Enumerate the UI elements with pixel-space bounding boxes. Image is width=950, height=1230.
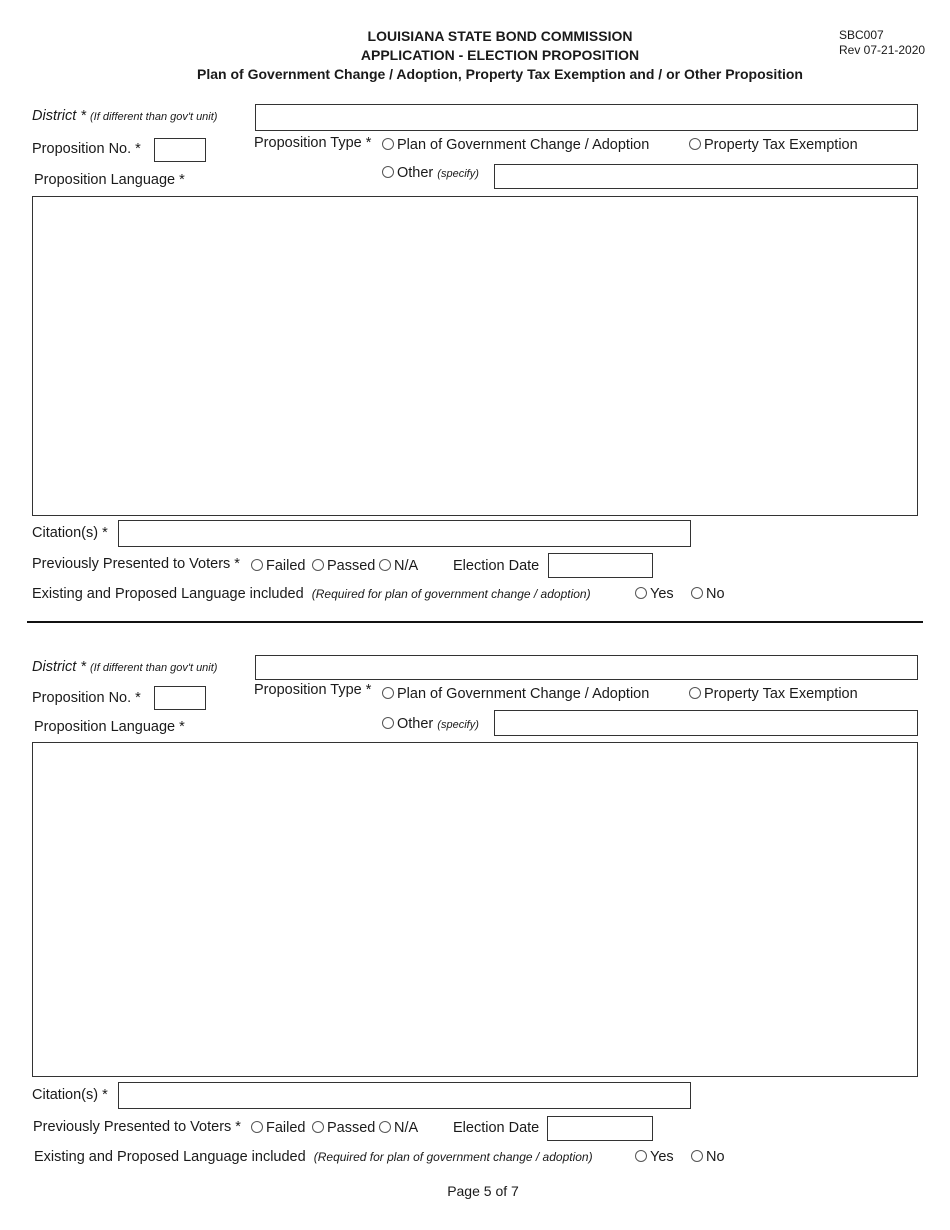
- radio-circle-icon[interactable]: [689, 687, 701, 699]
- proposition-language-textarea[interactable]: [32, 742, 918, 1077]
- page-number: Page 5 of 7: [447, 1183, 519, 1199]
- radio-circle-icon[interactable]: [379, 559, 391, 571]
- radio-passed[interactable]: Passed: [312, 558, 375, 574]
- radio-circle-icon[interactable]: [689, 138, 701, 150]
- radio-property-tax-exemption[interactable]: Property Tax Exemption: [689, 686, 858, 702]
- radio-yes[interactable]: Yes: [635, 1149, 674, 1165]
- form-code: SBC007: [839, 28, 884, 42]
- form-subtitle: APPLICATION - ELECTION PROPOSITION: [360, 47, 640, 63]
- radio-other[interactable]: Other (specify): [382, 165, 479, 181]
- citation-label: Citation(s) *: [32, 1087, 108, 1103]
- previously-presented-label: Previously Presented to Voters *: [32, 556, 240, 572]
- proposition-no-input[interactable]: [154, 138, 206, 162]
- radio-plan-of-government[interactable]: Plan of Government Change / Adoption: [382, 137, 649, 153]
- citation-label: Citation(s) *: [32, 525, 108, 541]
- other-specify-input[interactable]: [494, 710, 918, 736]
- radio-circle-icon[interactable]: [691, 587, 703, 599]
- radio-no[interactable]: No: [691, 586, 725, 602]
- other-specify-input[interactable]: [494, 164, 918, 189]
- radio-circle-icon[interactable]: [312, 1121, 324, 1133]
- radio-circle-icon[interactable]: [635, 587, 647, 599]
- form-revision: Rev 07-21-2020: [839, 43, 926, 57]
- existing-language-label: Existing and Proposed Language included (Required for plan of government change / adoption): [34, 1149, 593, 1165]
- radio-circle-icon[interactable]: [251, 1121, 263, 1133]
- proposition-language-textarea[interactable]: [32, 196, 918, 516]
- existing-language-label: Existing and Proposed Language included (Required for plan of government change / adoption): [32, 586, 591, 602]
- proposition-type-label: Proposition Type *: [254, 682, 372, 698]
- radio-circle-icon[interactable]: [312, 559, 324, 571]
- radio-na[interactable]: N/A: [379, 1120, 418, 1136]
- election-date-label: Election Date: [453, 558, 540, 574]
- district-label: District * (If different than gov't unit): [32, 108, 218, 124]
- previously-presented-label: Previously Presented to Voters *: [33, 1119, 241, 1135]
- radio-circle-icon[interactable]: [251, 559, 263, 571]
- proposition-no-label: Proposition No. *: [32, 141, 141, 157]
- radio-na[interactable]: N/A: [379, 558, 418, 574]
- district-input[interactable]: [255, 655, 918, 680]
- radio-passed[interactable]: Passed: [312, 1120, 375, 1136]
- citation-input[interactable]: [118, 1082, 691, 1109]
- citation-input[interactable]: [118, 520, 691, 547]
- election-date-input[interactable]: [547, 1116, 653, 1141]
- district-label: District * (If different than gov't unit): [32, 659, 218, 675]
- election-date-input[interactable]: [548, 553, 653, 578]
- form-title: LOUISIANA STATE BOND COMMISSION: [367, 28, 633, 44]
- radio-yes[interactable]: Yes: [635, 586, 674, 602]
- radio-circle-icon[interactable]: [691, 1150, 703, 1162]
- proposition-no-input[interactable]: [154, 686, 206, 710]
- form-description: Plan of Government Change / Adoption, Property Tax Exemption and / or Other Proposition: [197, 66, 803, 82]
- district-input[interactable]: [255, 104, 918, 131]
- proposition-language-label: Proposition Language *: [34, 172, 185, 188]
- radio-circle-icon[interactable]: [382, 138, 394, 150]
- radio-failed[interactable]: Failed: [251, 558, 306, 574]
- proposition-type-label: Proposition Type *: [254, 135, 372, 151]
- radio-plan-of-government[interactable]: Plan of Government Change / Adoption: [382, 686, 649, 702]
- radio-circle-icon[interactable]: [635, 1150, 647, 1162]
- section-divider: [27, 621, 923, 623]
- radio-circle-icon[interactable]: [379, 1121, 391, 1133]
- radio-circle-icon[interactable]: [382, 687, 394, 699]
- proposition-no-label: Proposition No. *: [32, 690, 141, 706]
- radio-circle-icon[interactable]: [382, 717, 394, 729]
- radio-no[interactable]: No: [691, 1149, 725, 1165]
- radio-property-tax-exemption[interactable]: Property Tax Exemption: [689, 137, 858, 153]
- radio-failed[interactable]: Failed: [251, 1120, 306, 1136]
- proposition-language-label: Proposition Language *: [34, 719, 185, 735]
- radio-other[interactable]: Other (specify): [382, 716, 479, 732]
- radio-circle-icon[interactable]: [382, 166, 394, 178]
- election-date-label: Election Date: [453, 1120, 540, 1136]
